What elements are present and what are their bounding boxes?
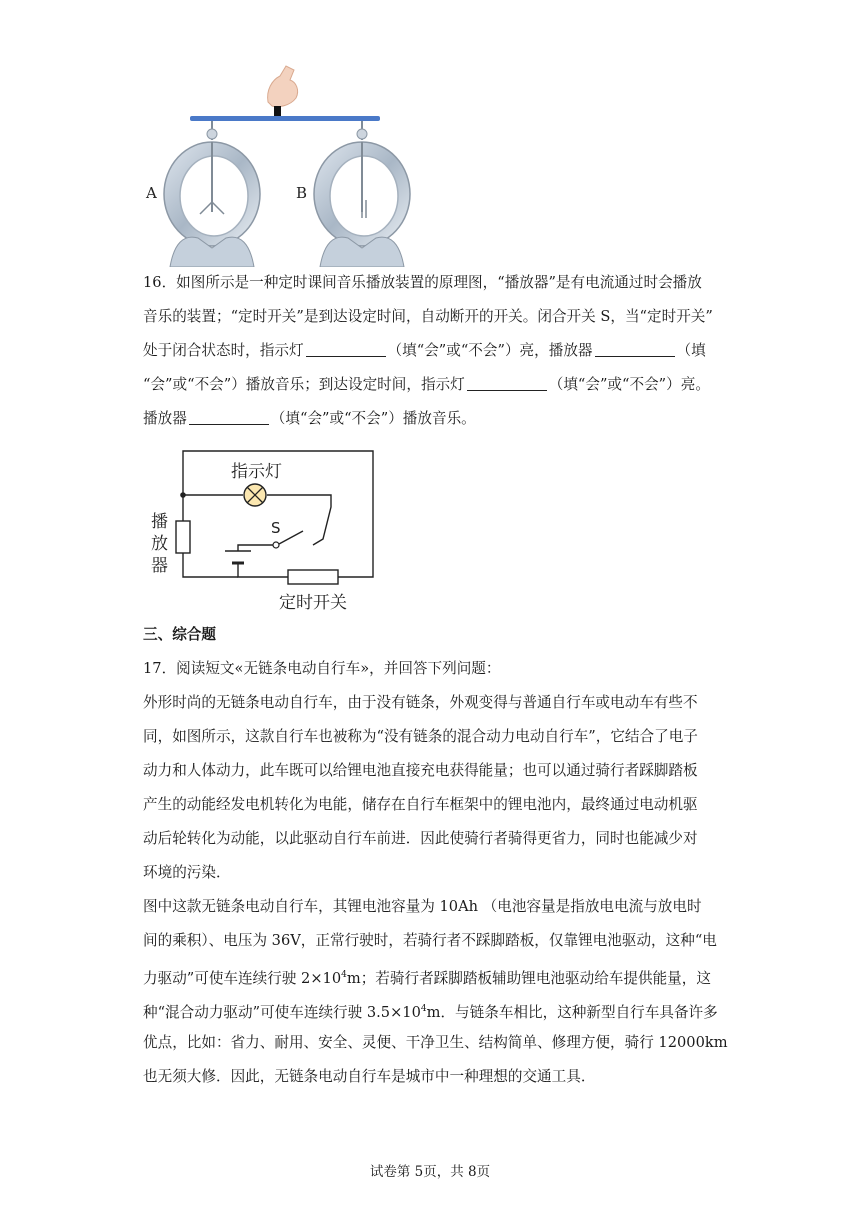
q17-line-7: 环境的污染． xyxy=(143,864,231,881)
q17-line-3: 同，如图所示，这款自行车也被称为“没有链条的混合动力电动自行车”，它结合了电子 xyxy=(143,728,698,745)
q17-l11-b: m．与链条车相比，这种新型自行车具备许多 xyxy=(426,1003,718,1021)
player-label-2: 放 xyxy=(151,534,168,554)
q16-l4-a: “会”或“不会”）播放音乐；到达设定时间，指示灯 xyxy=(143,376,465,393)
q16-line-3 xyxy=(143,334,723,368)
lamp-label: 指示灯 xyxy=(231,462,282,482)
switch-contact xyxy=(273,542,279,548)
q16-l5-a: 播放器 xyxy=(143,410,187,427)
q17-l10-b: m；若骑行者踩脚踏板辅助锂电池驱动给车提供能量，这 xyxy=(346,969,711,987)
q17-line-5: 产生的动能经发电机转化为电能，储存在自行车框架中的锂电池内，最终通过电动机驱 xyxy=(143,796,698,813)
circuit-diagram xyxy=(143,443,383,615)
answer-blank-4[interactable] xyxy=(189,408,269,425)
q17-line-9: 间的乘积）、电压为 36V，正常行驶时，若骑行者不踩脚踏板，仅靠锂电池驱动，这种“电 xyxy=(143,932,717,949)
timer-label: 定时开关 xyxy=(279,593,347,613)
q17-line-2: 外形时尚的无链条电动自行车，由于没有链条，外观变得与普通自行车或电动车有些不 xyxy=(143,694,698,711)
q16-line-5 xyxy=(143,402,723,436)
q16-l3-a: 处于闭合状态时，指示灯 xyxy=(143,342,304,359)
electroscope-b xyxy=(296,121,410,267)
timer-resistor xyxy=(288,570,338,584)
q17-l11-a: 种“混合动力驱动”可使车连续行驶 3.5×10 xyxy=(143,1003,421,1021)
question-17 xyxy=(143,652,728,1094)
q16-l3-b: （填“会”或“不会”）亮，播放器 xyxy=(387,342,593,359)
battery-icon xyxy=(225,551,251,563)
q16-l5-b: （填“会”或“不会”）播放音乐。 xyxy=(270,410,476,427)
q17-line-8: 图中这款无链条电动自行车，其锂电池容量为 10Ah （电池容量是指放电电流与放电时 xyxy=(143,898,702,915)
player-label-3: 器 xyxy=(151,556,168,576)
junction-dot xyxy=(180,492,186,498)
answer-blank-3[interactable] xyxy=(467,374,547,391)
player-resistor xyxy=(176,521,190,553)
switch-label: S xyxy=(271,519,281,537)
conductor-rod xyxy=(190,116,380,121)
q16-line-2: 音乐的装置；“定时开关”是到达设定时间，自动断开的开关。闭合开关 S，当“定时开关” xyxy=(143,308,713,325)
q17-line-10 xyxy=(143,958,723,992)
label-b: B xyxy=(296,184,308,202)
electroscope-figure xyxy=(140,62,430,267)
q17-line-11 xyxy=(143,992,723,1026)
q17-line-12: 优点，比如：省力、耐用、安全、灵便、干净卫生、结构简单、修理方便，骑行 12000km xyxy=(143,1034,728,1051)
q16-line-4 xyxy=(143,368,723,402)
q17-l11-sup: 4 xyxy=(420,1004,427,1014)
answer-blank-2[interactable] xyxy=(595,340,675,357)
hand-icon xyxy=(268,66,298,120)
q17-l10-sup: 4 xyxy=(341,970,347,980)
q16-l3-c: （填 xyxy=(676,342,706,359)
section-title: 三、综合题 xyxy=(143,626,216,643)
q17-l10-a: 力驱动”可使车连续行驶 2×10 xyxy=(143,969,342,987)
answer-blank-1[interactable] xyxy=(306,340,386,357)
lamp-icon xyxy=(244,484,266,506)
q17-line-13: 也无须大修．因此，无链条电动自行车是城市中一种理想的交通工具． xyxy=(143,1068,596,1085)
q16-l4-b: （填“会”或“不会”）亮。 xyxy=(548,376,710,393)
page-footer: 试卷第 5页，共 8页 xyxy=(369,1164,491,1180)
label-a: A xyxy=(146,184,157,202)
question-16 xyxy=(143,266,723,436)
q17-line-6: 动后轮转化为动能，以此驱动自行车前进．因此使骑行者骑得更省力，同时也能减少对 xyxy=(143,830,698,847)
q17-line-1: 17．阅读短文«无链条电动自行车»，并回答下列问题： xyxy=(143,660,501,677)
player-label-1: 播 xyxy=(151,512,168,532)
electroscope-a xyxy=(145,121,260,267)
q16-line-1: 16．如图所示是一种定时课间音乐播放装置的原理图，“播放器”是有电流通过时会播放 xyxy=(143,274,702,291)
q17-line-4: 动力和人体动力，此车既可以给锂电池直接充电获得能量；也可以通过骑行者踩脚踏板 xyxy=(143,762,698,779)
